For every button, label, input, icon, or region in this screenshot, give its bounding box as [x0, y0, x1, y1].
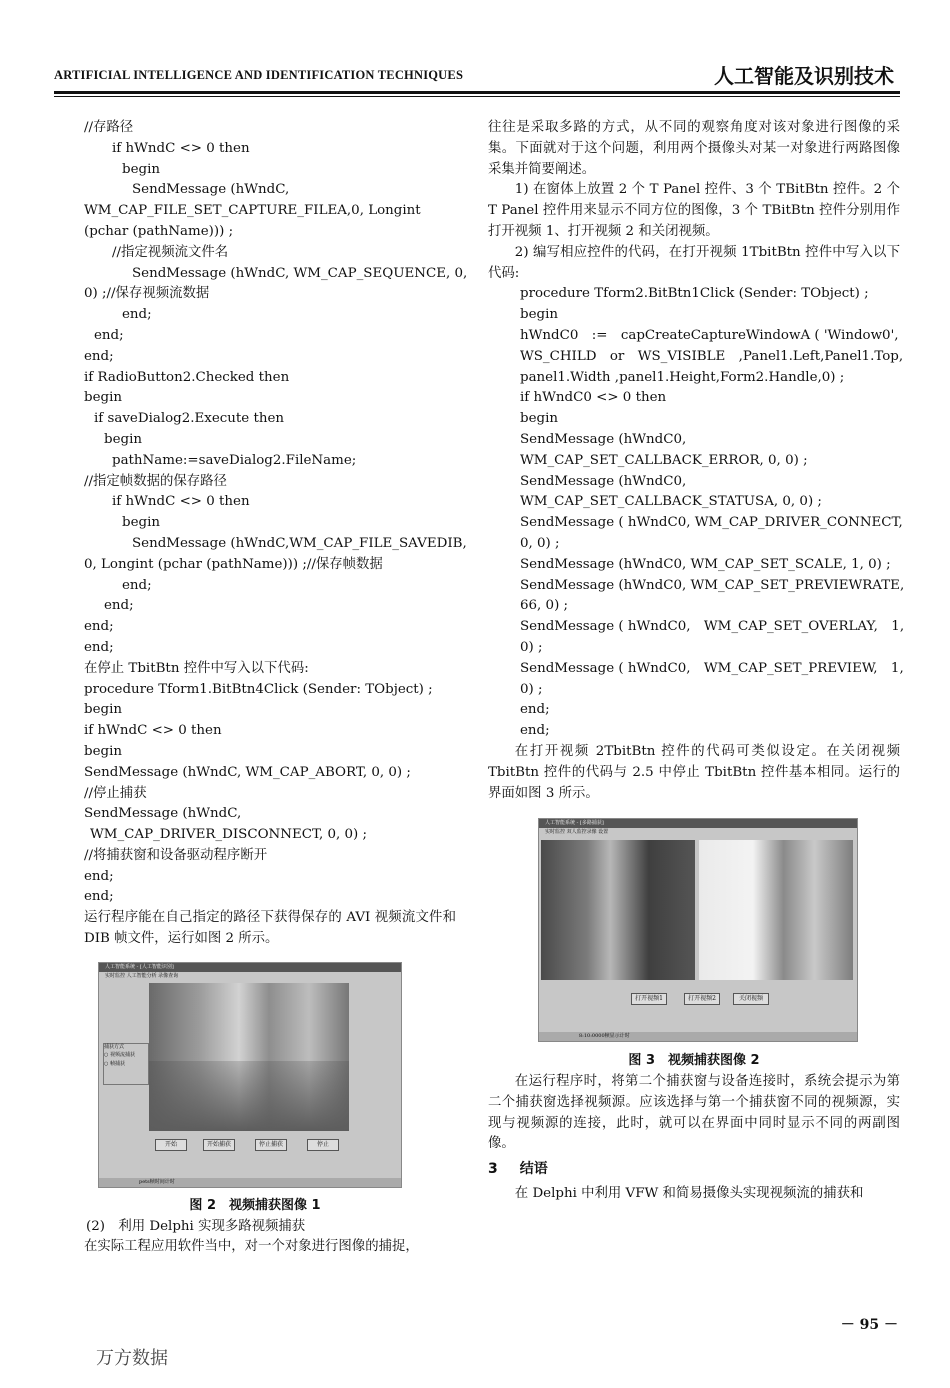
code-line: if saveDialog2.Execute then: [94, 411, 285, 427]
fig3-video-panel-1: [541, 840, 695, 980]
code-line: procedure Tform2.BitBtn1Click (Sender: TObject) ;: [520, 286, 869, 302]
code-line: SendMessage (hWndC0,: [520, 431, 687, 447]
fig2-stop-capture-button[interactable]: 停止捕获: [255, 1139, 287, 1151]
code-line: WM_CAP_SET_CALLBACK_STATUSA, 0, 0) ;: [520, 494, 822, 510]
fig2-radio-stream[interactable]: ○ 视频流捕获: [104, 1051, 135, 1058]
paragraph-step1: 1) 在窗体上放置 2 个 T Panel 控件、3 个 TBitBtn 控件。2 个 T Panel 控件用来显示不同方位的图像，3 个 TBitBtn 控件分别用作打开视频 1、打开视频 2 和关闭视频。: [488, 182, 900, 239]
fig3-menubar: 实时监控 双人监控录像 设置: [545, 829, 609, 836]
paragraph-conclusion: 在 Delphi 中利用 VFW 和简易摄像头实现视频流的捕获和: [514, 1186, 864, 1202]
code-line: begin: [84, 390, 122, 406]
code-line: 0) ;: [520, 639, 543, 655]
code-line: end;: [84, 619, 114, 635]
fig2-capture-mode-group: [103, 1043, 149, 1085]
running-header-right: 人工智能及识别技术: [714, 64, 894, 88]
fig2-stop-button[interactable]: 停止: [307, 1139, 339, 1151]
code-line: SendMessage (hWndC, WM_CAP_ABORT, 0, 0) ;: [84, 764, 411, 780]
code-line: SendMessage (hWndC0, WM_CAP_SET_SCALE, 1, 0) ;: [520, 556, 891, 572]
code-line: WS_CHILD or WS_VISIBLE ,Panel1.Left,Panel1.Top,: [520, 348, 904, 364]
code-line: //指定帧数据的保存路径: [84, 473, 227, 489]
code-line: begin: [84, 743, 122, 759]
code-line: SendMessage (hWndC0,: [520, 473, 687, 489]
right-column: [488, 118, 905, 1205]
fig2-radio2-label: 帧捕获: [109, 1060, 125, 1067]
code-line: 0) ;//保存视频流数据: [84, 286, 210, 302]
code-line: end;: [520, 702, 550, 718]
code-line: end;: [94, 327, 124, 343]
fig2-video-preview: [149, 983, 349, 1131]
code-line: end;: [122, 307, 152, 323]
code-line: //将捕获窗和设备驱动程序断开: [84, 847, 268, 863]
code-line: //停止捕获: [84, 785, 147, 801]
code-line: 66, 0) ;: [520, 598, 569, 614]
code-line: 在停止 TbitBtn 控件中写入以下代码:: [84, 660, 309, 676]
code-line: end;: [84, 348, 114, 364]
fig2-statusbar: pets帧时间计时: [99, 1178, 401, 1187]
code-line: SendMessage (hWndC,: [84, 806, 242, 822]
fig2-start-button[interactable]: 开始: [155, 1139, 187, 1151]
paragraph-fig2-intro: 运行程序能在自己指定的路径下获得保存的 AVI 视频流文件和 DIB 帧文件，运行如图 2 所示。: [84, 910, 456, 947]
code-line: pathName:=saveDialog2.FileName;: [112, 452, 357, 468]
code-line: WM_CAP_DRIVER_DISCONNECT, 0, 0) ;: [90, 827, 368, 843]
code-line: 0, 0) ;: [520, 535, 560, 551]
code-line: begin: [122, 515, 160, 531]
fig3-statusbar: 8:10:0000帧显示计时: [539, 1032, 857, 1041]
code-line: end;: [84, 639, 114, 655]
fig2-radio-frame[interactable]: ○ 帧捕获: [104, 1060, 125, 1067]
code-line: begin: [520, 307, 558, 323]
code-line: panel1.Width ,panel1.Height,Form2.Handle,0) ;: [520, 369, 845, 385]
section-3-title: 结语: [519, 1161, 548, 1178]
code-line: end;: [84, 889, 114, 905]
code-line: SendMessage ( hWndC0, WM_CAP_DRIVER_CONNECT,: [520, 515, 903, 531]
fig3-video-panel-2: [699, 840, 853, 980]
code-block-right: [488, 284, 905, 742]
code-block-left: [84, 118, 468, 908]
paragraph-multiway: 往往是采取多路的方式，从不同的观察角度对该对象进行图像的采集。下面就对于这个问题，利用两个摄像头对某一对象进行两路图像采集并简要阐述。: [488, 120, 900, 177]
header-rule: [54, 91, 900, 94]
fig3-open-video2-button[interactable]: 打开视频2: [684, 993, 720, 1005]
left-column: [84, 118, 468, 1258]
code-line: WM_CAP_FILE_SET_CAPTURE_FILEA,0, Longint: [84, 203, 421, 219]
fig3-open-video1-button[interactable]: 打开视频1: [631, 993, 667, 1005]
code-line: end;: [84, 868, 114, 884]
code-line: SendMessage (hWndC,WM_CAP_FILE_SAVEDIB,: [132, 535, 467, 551]
code-line: //存路径: [84, 120, 134, 135]
fig2-menubar: 实时监控 人工智能分析 录像查询: [105, 972, 179, 979]
code-line: SendMessage ( hWndC0, WM_CAP_SET_PREVIEW, 1,: [520, 660, 904, 676]
watermark: 万方数据: [96, 1348, 168, 1369]
page-number: － 95 －: [840, 1317, 898, 1333]
code-line: end;: [122, 577, 152, 593]
paragraph-left-end: 在实际工程应用软件当中，对一个对象进行图像的捕捉，: [84, 1239, 419, 1255]
code-line: SendMessage (hWndC0, WM_CAP_SET_PREVIEWRATE,: [520, 577, 905, 593]
fig3-titlebar: 人工智能系统 - [多路捕获]: [539, 819, 857, 828]
code-line: //指定视频流文件名: [112, 244, 229, 260]
code-line: begin: [122, 161, 160, 177]
header-rule-thin: [54, 96, 900, 97]
figure-3-caption: 图 3 视频捕获图像 2: [628, 1053, 760, 1069]
code-line: procedure Tform1.BitBtn4Click (Sender: TObject) ;: [84, 681, 433, 697]
code-line: if hWndC <> 0 then: [112, 140, 250, 156]
code-line: if RadioButton2.Checked then: [84, 369, 290, 385]
code-line: end;: [520, 723, 550, 739]
code-line: WM_CAP_SET_CALLBACK_ERROR, 0, 0) ;: [520, 452, 808, 468]
section-3-number: 3: [488, 1161, 498, 1178]
figure-2-caption: 图 2 视频捕获图像 1: [189, 1197, 321, 1213]
code-line: (pchar (pathName))) ;: [84, 223, 234, 239]
code-line: begin: [104, 431, 142, 447]
section-3-heading: [488, 1159, 900, 1180]
code-line: if hWndC <> 0 then: [112, 494, 250, 510]
fig2-titlebar: 人工智能系统 - [人工智能识别]: [99, 963, 401, 972]
fig3-close-video-button[interactable]: 关闭视频: [733, 993, 769, 1005]
paragraph-step2: 2) 编写相应控件的代码，在打开视频 1TbitBtn 控件中写入以下代码:: [488, 244, 900, 281]
code-line: SendMessage (hWndC, WM_CAP_SEQUENCE, 0,: [132, 265, 468, 281]
code-line: SendMessage (hWndC,: [132, 182, 290, 198]
fig2-group-title: 捕获方式: [104, 1043, 125, 1050]
running-header-left: ARTIFICIAL INTELLIGENCE AND IDENTIFICATION TECHNIQUES: [54, 68, 464, 82]
code-line: begin: [520, 411, 558, 427]
code-line: SendMessage ( hWndC0, WM_CAP_SET_OVERLAY, 1,: [520, 619, 905, 635]
code-line: 0, Longint (pchar (pathName))) ;//保存帧数据: [84, 556, 383, 572]
code-line: begin: [84, 702, 122, 718]
paragraph-fig3-intro: 在打开视频 2TbitBtn 控件的代码可类似设定。在关闭视频 TbitBtn 控件的代码与 2.5 中停止 TbitBtn 控件基本相同。运行的界面如图 3 所示。: [488, 743, 900, 801]
fig2-video-floor: [149, 1061, 349, 1131]
figure-3: [538, 818, 858, 1042]
code-line: 0) ;: [520, 681, 543, 697]
fig2-start-capture-button[interactable]: 开始捕获: [203, 1139, 235, 1151]
code-line: if hWndC0 <> 0 then: [520, 390, 667, 406]
paragraph-second-capture: 在运行程序时，将第二个捕获窗与设备连接时，系统会提示为第二个捕获窗选择视频源。应该选择与第一个捕获窗不同的视频源，实现与视频源的连接，此时，就可以在界面中同时显示不同的两副图像。: [488, 1074, 900, 1152]
fig2-radio1-label: 视频流捕获: [109, 1051, 135, 1058]
code-line: hWndC0 := capCreateCaptureWindowA ( 'Window0',: [520, 327, 899, 343]
code-line: end;: [104, 598, 134, 614]
figure-2: [98, 962, 402, 1188]
subsection-2-title: (2) 利用 Delphi 实现多路视频捕获: [86, 1218, 306, 1234]
code-line: if hWndC <> 0 then: [84, 723, 222, 739]
